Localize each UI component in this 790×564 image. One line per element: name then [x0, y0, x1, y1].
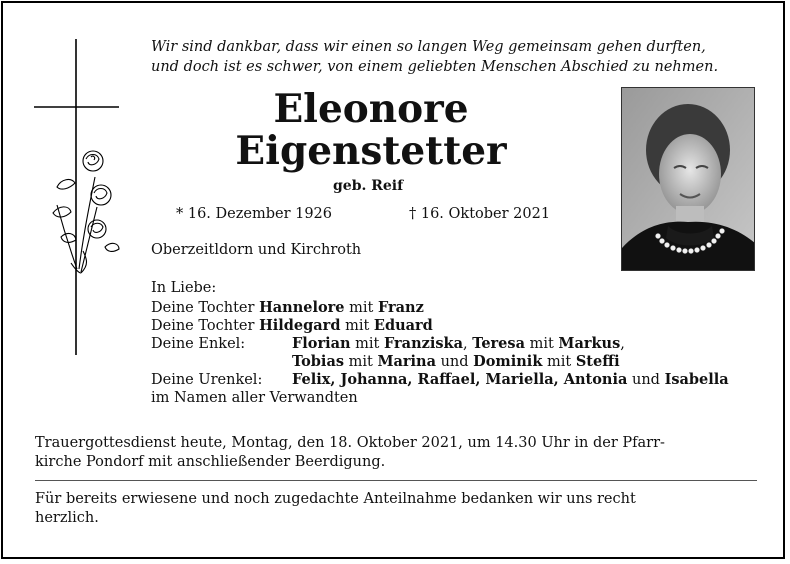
birth-name: geb. Reif — [333, 178, 404, 194]
great-grandchildren-names: Felix, Johanna, Raffael, Mariella, Antonia und Isabella — [292, 371, 729, 388]
quote-line-1: Wir sind dankbar, dass wir einen so langen Weg gemeinsam gehen durften, — [151, 39, 706, 55]
quote-line-2: und doch ist es schwer, von einem geliebten Menschen Abschied zu nehmen. — [151, 59, 719, 75]
location: Oberzeitldorn und Kirchroth — [151, 242, 362, 258]
thanks-line-1: Für bereits erwiesene und noch zugedachte Anteilnahme bedanken wir uns recht — [35, 491, 636, 507]
family-daughter-1: Deine Tochter Hannelore mit Franz — [151, 299, 424, 316]
portrait-icon — [622, 88, 755, 271]
death-date: † 16. Oktober 2021 — [409, 206, 551, 222]
obituary-card — [1, 1, 785, 559]
portrait-photo — [621, 87, 755, 271]
grandchildren-line-2: Tobias mit Marina und Dominik mit Steffi — [292, 353, 620, 370]
family-daughter-2: Deine Tochter Hildegard mit Eduard — [151, 317, 433, 334]
grandchildren-line-1: Florian mit Franziska, Teresa mit Markus, — [292, 335, 625, 352]
last-name: Eigenstetter — [235, 128, 507, 174]
divider — [35, 480, 757, 481]
grandchildren-label: Deine Enkel: — [151, 336, 246, 352]
relatives-line: im Namen aller Verwandten — [151, 390, 358, 406]
first-name: Eleonore — [273, 86, 469, 132]
family-intro: In Liebe: — [151, 280, 217, 296]
cross-with-roses-icon — [31, 37, 131, 357]
service-line-2: kirche Pondorf mit anschließender Beerdigung. — [35, 454, 386, 470]
service-line-1: Trauergottesdienst heute, Montag, den 18. Oktober 2021, um 14.30 Uhr in der Pfarr- — [35, 435, 665, 451]
roses-icon — [53, 151, 119, 273]
birth-date: * 16. Dezember 1926 — [176, 206, 333, 222]
thanks-line-2: herzlich. — [35, 510, 99, 526]
great-grandchildren-label: Deine Urenkel: — [151, 372, 263, 388]
